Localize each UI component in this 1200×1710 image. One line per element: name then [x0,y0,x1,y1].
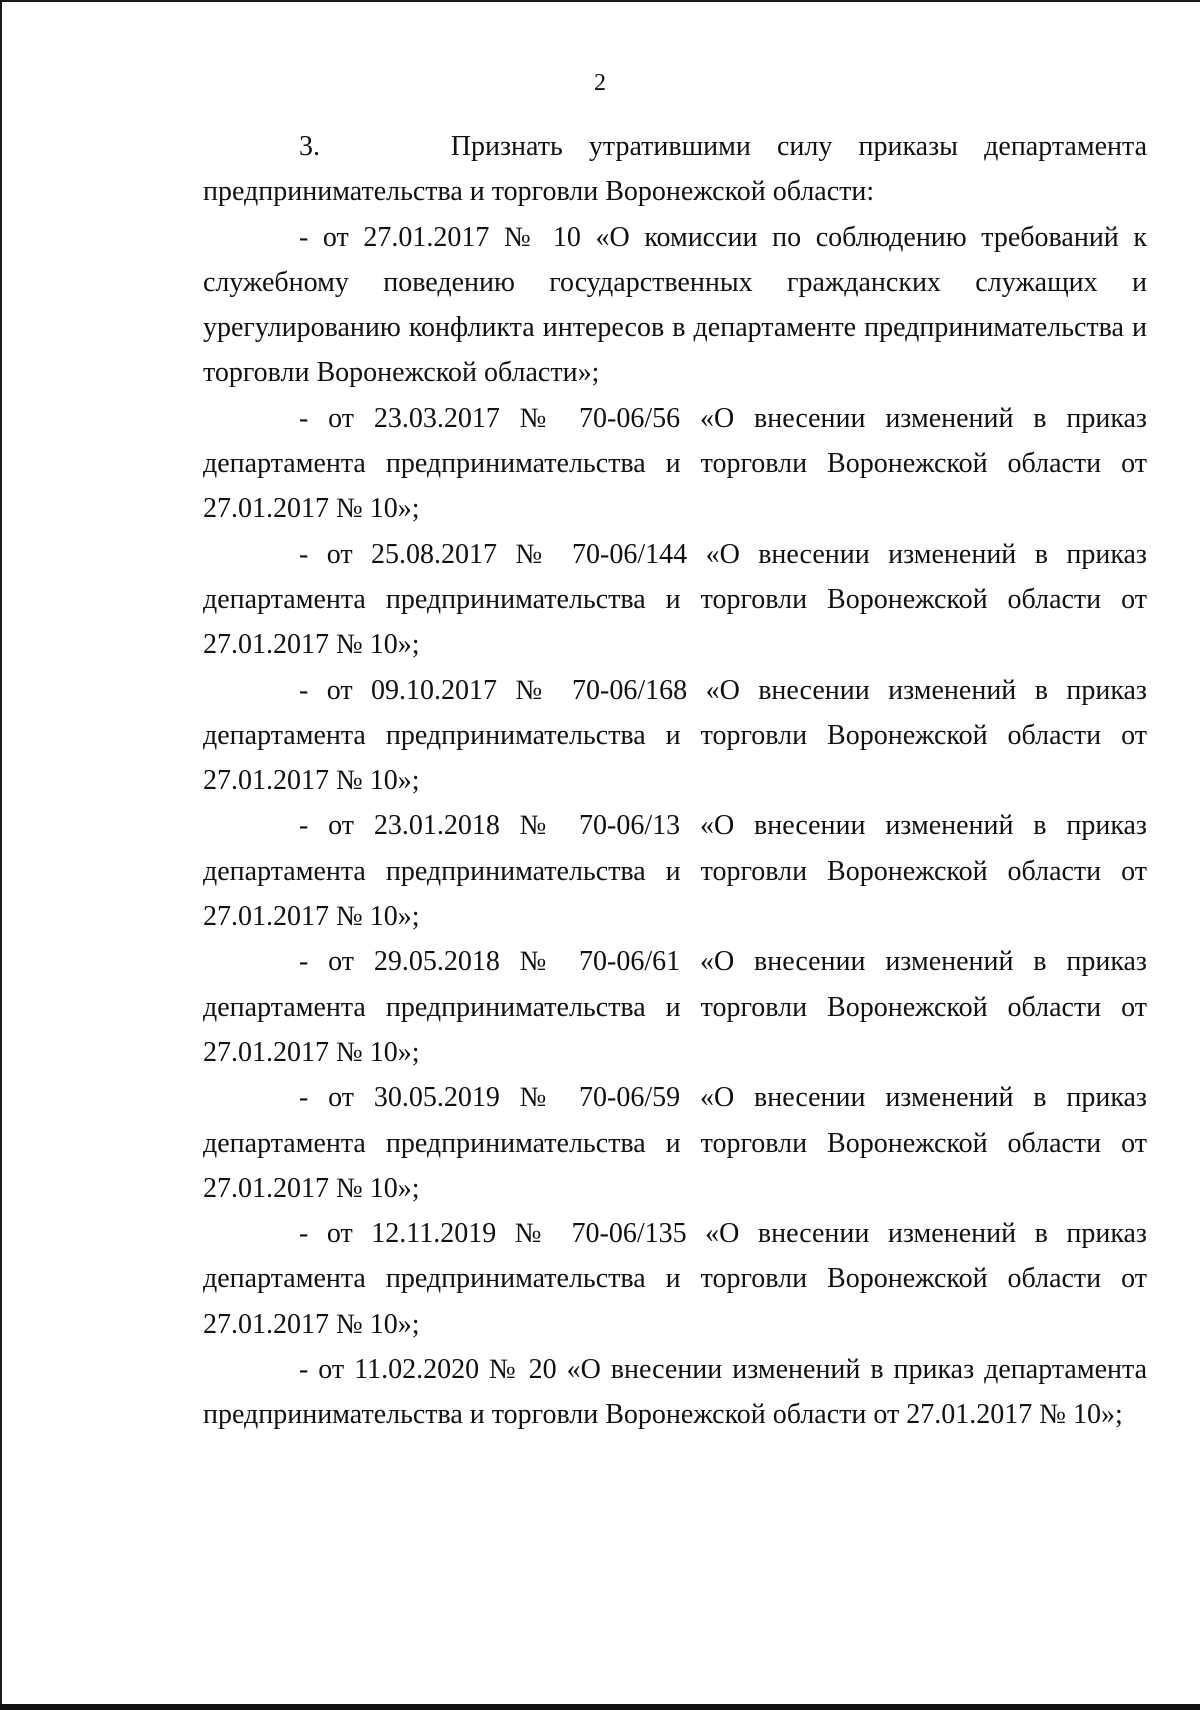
scan-edge-bottom [0,1704,1200,1710]
intro-paragraph [203,124,1147,215]
scan-edge-left [0,0,2,1710]
page-number: 2 [594,70,606,96]
list-item: - от 27.01.2017 № 10 «О комиссии по соблюдению требований к служебному поведению государственных гражданских служащих и урегулированию конфликта интересов в департаменте предпринимательства и торговли Воронежской области»; [203,221,1147,389]
list-item: - от 11.02.2020 № 20 «О внесении изменений в приказ департамента предпринимательства и торговли Воронежской области от 27.01.2017 № 10»; [203,1354,1147,1431]
list-item: - от 30.05.2019 № 70-06/59 «О внесении изменений в приказ департамента предпринимательства и торговли Воронежской области от 27.01.2017 № 10»; [203,1082,1147,1204]
list-item: - от 23.01.2018 № 70-06/13 «О внесении изменений в приказ департамента предпринимательства и торговли Воронежской области от 27.01.2017 № 10»; [203,810,1147,933]
list-item: - от 29.05.2018 № 70-06/61 «О внесении изменений в приказ департамента предпринимательства и торговли Воронежской области от 27.01.2017 № 10»; [203,946,1147,1068]
list-item: - от 25.08.2017 № 70-06/144 «О внесении изменений в приказ департамента предпринимательства и торговли Воронежской области от 27.01.2017 № 10»; [203,538,1147,661]
scan-edge-top [0,0,1200,2]
list-item: - от 23.03.2017 № 70-06/56 «О внесении изменений в приказ департамента предпринимательства и торговли Воронежской области от 27.01.2017 № 10»; [203,402,1147,525]
list-item: - от 12.11.2019 № 70-06/135 «О внесении изменений в приказ департамента предпринимательства и торговли Воронежской области от 27.01.2017 № 10»; [203,1218,1147,1340]
document-body [203,124,1147,1438]
paragraph-number: 3. [299,131,320,162]
intro-text: Признать утратившими силу приказы департамента предпринимательства и торговли Воронежской области: [203,131,1147,208]
list-item: - от 09.10.2017 № 70-06/168 «О внесении изменений в приказ департамента предпринимательства и торговли Воронежской области от 27.01.2017 № 10»; [203,674,1147,797]
